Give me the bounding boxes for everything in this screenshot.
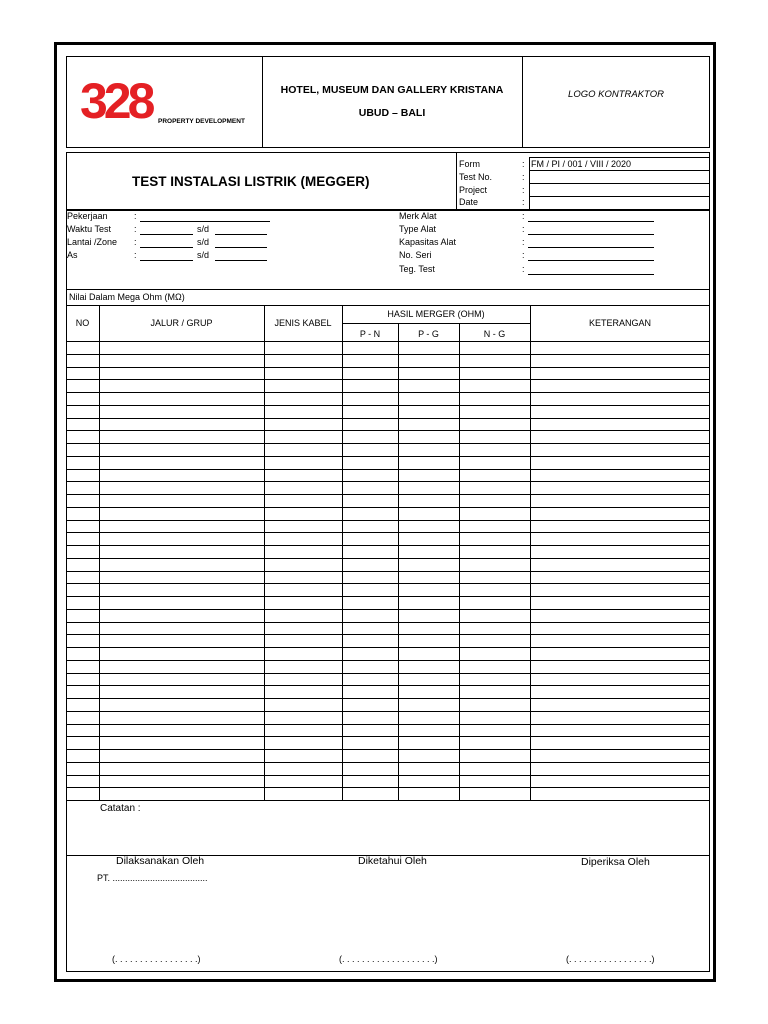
table-row-line (66, 367, 710, 368)
meta-colon: : (522, 172, 525, 182)
teg-test-field[interactable] (528, 274, 654, 275)
table-row-line (66, 724, 710, 725)
no-seri-field[interactable] (528, 260, 654, 261)
table-row-line (66, 762, 710, 763)
col-header-hasil: HASIL MERGER (OHM) (387, 309, 485, 319)
pekerjaan-label: Pekerjaan (67, 211, 108, 221)
signature-line-2[interactable]: (. . . . . . . . . . . . . . . . . . .) (339, 954, 438, 964)
type-alat-field[interactable] (528, 234, 654, 235)
lantai-zone-label: Lantai /Zone (67, 237, 118, 247)
table-row-line (66, 405, 710, 406)
colon: : (522, 224, 525, 234)
project-name: HOTEL, MUSEUM DAN GALLERY KRISTANA (280, 84, 504, 96)
company-logo: 328 (80, 73, 152, 129)
merk-alat-label: Merk Alat (399, 211, 437, 221)
dilaksanakan-label: Dilaksanakan Oleh (116, 855, 205, 867)
table-row-line (66, 634, 710, 635)
table-row-line (66, 673, 710, 674)
colon: : (134, 250, 137, 260)
header-box (66, 56, 710, 148)
as-from-field[interactable] (140, 260, 193, 261)
diketahui-label: Diketahui Oleh (358, 855, 427, 867)
as-label: As (67, 250, 78, 260)
col-header-jenis-kabel: JENIS KABEL (274, 318, 332, 328)
meta-colon: : (522, 197, 525, 207)
teg-test-label: Teg. Test (399, 264, 435, 274)
colon: : (522, 250, 525, 260)
col-header-keterangan: KETERANGAN (588, 318, 651, 328)
table-row-line (66, 379, 710, 380)
table-row-line (66, 354, 710, 355)
table-row-line (66, 520, 710, 521)
no-seri-label: No. Seri (399, 250, 432, 260)
colon: : (522, 211, 525, 221)
type-alat-label: Type Alat (399, 224, 437, 234)
table-row-line (66, 469, 710, 470)
catatan-label: Catatan : (100, 803, 141, 814)
catatan-box (66, 800, 710, 856)
kapasitas-alat-field[interactable] (528, 247, 654, 248)
kapasitas-alat-label: Kapasitas Alat (399, 237, 457, 247)
company-logo-subtitle: PROPERTY DEVELOPMENT (158, 118, 245, 125)
signature-line-3[interactable]: (. . . . . . . . . . . . . . . . .) (566, 954, 655, 964)
project-location: UBUD – BALI (358, 107, 426, 119)
col-header-pg: P - G (418, 329, 439, 339)
table-row-line (66, 545, 710, 546)
table-row-line (66, 698, 710, 699)
waktu-test-label: Waktu Test (67, 224, 112, 234)
diperiksa-label: Diperiksa Oleh (581, 856, 650, 868)
colon: : (134, 211, 137, 221)
contractor-logo-placeholder: LOGO KONTRAKTOR (568, 89, 664, 100)
nilai-label: Nilai Dalam Mega Ohm (MΩ) (69, 292, 185, 302)
meta-test-no-label: Test No. (459, 172, 493, 182)
as-to-field[interactable] (215, 260, 267, 261)
colon: : (134, 237, 137, 247)
table-row-line (66, 609, 710, 610)
table-row-line (66, 583, 710, 584)
sd-label: s/d (197, 237, 210, 247)
table-row-line (66, 596, 710, 597)
meta-form-label: Form (459, 159, 480, 169)
waktu-test-to-field[interactable] (215, 234, 267, 235)
meta-colon: : (522, 159, 525, 169)
table-row-line (66, 736, 710, 737)
meta-form-value: FM / PI / 001 / VIII / 2020 (531, 159, 632, 169)
table-row-line (66, 443, 710, 444)
col-header-jalur: JALUR / GRUP (150, 318, 213, 328)
table-row-line (66, 456, 710, 457)
col-header-no: NO (75, 318, 90, 328)
table-row-line (66, 532, 710, 533)
col-header-pn: P - N (359, 329, 381, 339)
table-row-line (66, 647, 710, 648)
sd-label: s/d (197, 250, 210, 260)
table-row-line (66, 418, 710, 419)
table-row-line (66, 392, 710, 393)
table-row-line (66, 481, 710, 482)
header-divider-2 (522, 56, 523, 148)
header-divider-1 (262, 56, 263, 148)
table-row-line (66, 507, 710, 508)
colon: : (522, 264, 525, 274)
meta-project-label: Project (459, 185, 488, 195)
meta-date-label: Date (459, 197, 479, 207)
table-row-line (66, 558, 710, 559)
info-box (66, 210, 710, 290)
waktu-test-from-field[interactable] (140, 234, 193, 235)
colon: : (522, 237, 525, 247)
table-row-line (66, 685, 710, 686)
title-divider (456, 152, 457, 210)
pt-label: PT. ...................................... (97, 873, 208, 883)
sd-label: s/d (197, 224, 210, 234)
form-title: TEST INSTALASI LISTRIK (MEGGER) (132, 174, 370, 189)
table-row-line (66, 775, 710, 776)
table-row-line (66, 660, 710, 661)
table-row-line (66, 622, 710, 623)
table-row-line (66, 571, 710, 572)
table-row-line (66, 787, 710, 788)
merk-alat-field[interactable] (528, 221, 654, 222)
table-row-line (66, 494, 710, 495)
meta-colon: : (522, 185, 525, 195)
table-row-line (66, 430, 710, 431)
table-row-line (66, 749, 710, 750)
pekerjaan-field[interactable] (140, 221, 270, 222)
table-row-line (66, 711, 710, 712)
lantai-to-field[interactable] (215, 247, 267, 248)
colon: : (134, 224, 137, 234)
signature-line-1[interactable]: (. . . . . . . . . . . . . . . . .) (112, 954, 201, 964)
lantai-from-field[interactable] (140, 247, 193, 248)
col-header-ng: N - G (483, 329, 506, 339)
